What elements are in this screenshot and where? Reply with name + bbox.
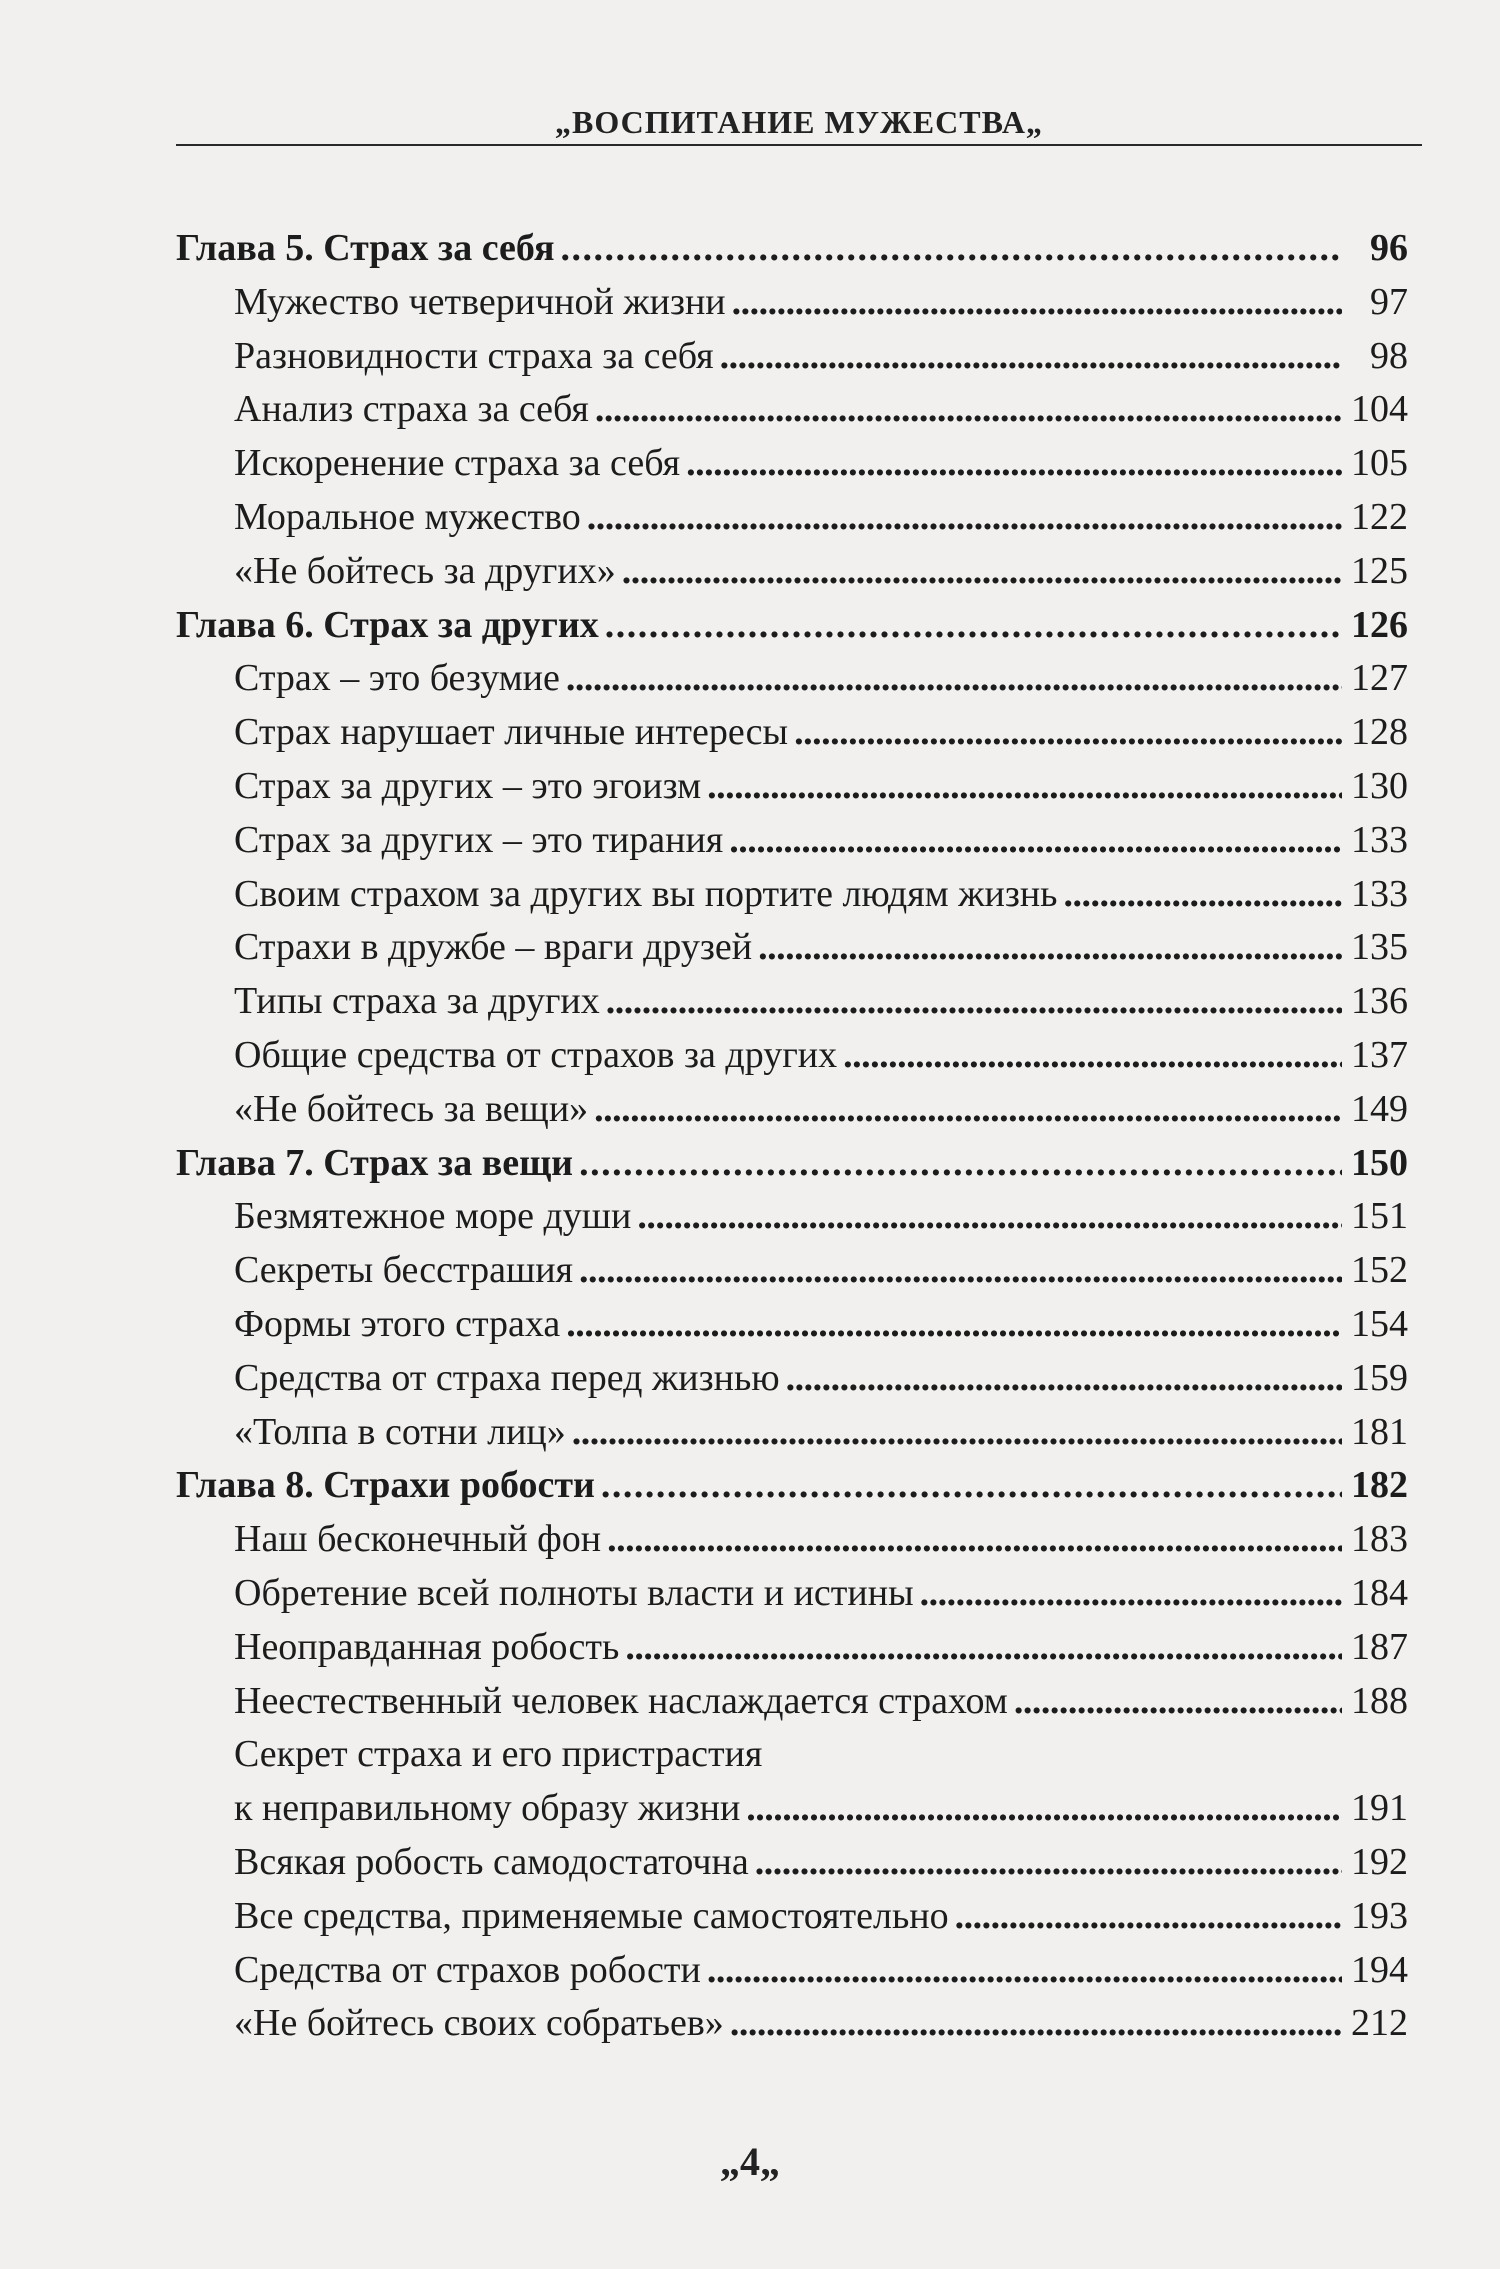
dot-leader bbox=[755, 1836, 1342, 1890]
toc-entry bbox=[176, 1513, 1408, 1567]
toc-entry-page: 194 bbox=[1351, 1948, 1408, 1991]
toc-entry-page: 192 bbox=[1351, 1840, 1408, 1883]
dot-leader bbox=[730, 1997, 1342, 2051]
toc-entry bbox=[176, 1567, 1408, 1621]
dot-leader bbox=[1014, 1675, 1342, 1729]
dot-leader bbox=[1064, 868, 1343, 922]
toc-entry-page: 104 bbox=[1351, 388, 1408, 431]
toc-entry-page: 136 bbox=[1351, 980, 1408, 1023]
toc-entry bbox=[176, 1352, 1408, 1406]
toc-entry bbox=[176, 1621, 1408, 1675]
toc-entry-page: 149 bbox=[1351, 1087, 1408, 1130]
toc-entry bbox=[176, 437, 1408, 491]
toc-entry-page: 184 bbox=[1351, 1571, 1408, 1614]
toc-entry-title: Секрет страха и его пристрастия bbox=[234, 1733, 763, 1776]
toc-entry-title: Средства от страха перед жизнью bbox=[234, 1356, 780, 1399]
toc-entry-page: 152 bbox=[1351, 1249, 1408, 1292]
dot-leader bbox=[566, 1298, 1342, 1352]
toc-entry-page: 150 bbox=[1351, 1141, 1408, 1184]
dot-leader bbox=[579, 1137, 1342, 1191]
dot-leader bbox=[622, 545, 1342, 599]
toc-entry bbox=[176, 1083, 1408, 1137]
toc-entry bbox=[176, 1244, 1408, 1298]
toc-entry bbox=[176, 706, 1408, 760]
book-title: „ВОСПИТАНИЕ МУЖЕСТВА„ bbox=[554, 104, 1044, 140]
toc-entry-title: Глава 8. Страхи робости bbox=[176, 1464, 595, 1507]
toc-entry bbox=[176, 1675, 1408, 1729]
toc-entry bbox=[176, 814, 1408, 868]
dot-leader bbox=[605, 599, 1342, 653]
dot-leader bbox=[707, 760, 1342, 814]
dot-leader bbox=[707, 1944, 1342, 1998]
toc-entry bbox=[176, 545, 1408, 599]
toc-entry-page: 128 bbox=[1351, 711, 1408, 754]
dot-leader bbox=[607, 1513, 1342, 1567]
toc-entry bbox=[176, 1997, 1408, 2051]
dot-leader bbox=[729, 814, 1342, 868]
toc-entry-title: Всякая робость самодостаточна bbox=[234, 1840, 749, 1883]
toc-entry-page: 154 bbox=[1351, 1302, 1408, 1345]
toc-entry-title: Средства от страхов робости bbox=[234, 1948, 701, 1991]
dot-leader bbox=[594, 1083, 1342, 1137]
dot-leader bbox=[595, 383, 1342, 437]
toc-entry-page: 126 bbox=[1351, 603, 1408, 646]
toc-entry-page: 151 bbox=[1351, 1195, 1408, 1238]
toc-chapter-entry bbox=[176, 1137, 1408, 1191]
toc-entry-page: 133 bbox=[1351, 818, 1408, 861]
toc-entry-title: Наш бесконечный фон bbox=[234, 1518, 602, 1561]
toc-entry-page: 105 bbox=[1351, 442, 1408, 485]
toc-entry bbox=[176, 1728, 1408, 1782]
dot-leader bbox=[794, 706, 1342, 760]
dot-leader bbox=[758, 921, 1342, 975]
table-of-contents bbox=[176, 222, 1408, 2051]
toc-entry-page: 127 bbox=[1351, 657, 1408, 700]
toc-entry bbox=[176, 1029, 1408, 1083]
toc-entry-page: 182 bbox=[1351, 1464, 1408, 1507]
toc-entry-page: 97 bbox=[1370, 280, 1408, 323]
dot-leader bbox=[561, 222, 1342, 276]
toc-entry-page: 188 bbox=[1351, 1679, 1408, 1722]
toc-entry bbox=[176, 1944, 1408, 1998]
dot-leader bbox=[579, 1244, 1342, 1298]
toc-entry bbox=[176, 1836, 1408, 1890]
toc-entry bbox=[176, 276, 1408, 330]
toc-entry bbox=[176, 383, 1408, 437]
dot-leader bbox=[955, 1890, 1342, 1944]
toc-entry-title: Страх за других – это эгоизм bbox=[234, 764, 702, 807]
toc-entry-title: «Не бойтесь своих собратьев» bbox=[234, 2002, 724, 2045]
toc-entry-page: 159 bbox=[1351, 1356, 1408, 1399]
toc-entry-title: Типы страха за других bbox=[234, 980, 600, 1023]
toc-entry bbox=[176, 868, 1408, 922]
toc-entry-title: Глава 6. Страх за других bbox=[176, 603, 599, 646]
toc-chapter-entry bbox=[176, 222, 1408, 276]
toc-entry-page: 122 bbox=[1351, 495, 1408, 538]
toc-entry-title: Моральное мужество bbox=[234, 495, 581, 538]
toc-entry-page: 98 bbox=[1370, 334, 1408, 377]
dot-leader bbox=[686, 437, 1342, 491]
toc-entry-page: 125 bbox=[1351, 549, 1408, 592]
dot-leader bbox=[720, 330, 1342, 384]
toc-entry-title: «Толпа в сотни лиц» bbox=[234, 1410, 566, 1453]
running-header bbox=[176, 104, 1422, 146]
toc-entry-page: 130 bbox=[1351, 764, 1408, 807]
toc-chapter-entry bbox=[176, 599, 1408, 653]
toc-entry-title: Мужество четверичной жизни bbox=[234, 280, 726, 323]
page-number: „4„ bbox=[720, 2139, 780, 2184]
toc-entry bbox=[176, 1406, 1408, 1460]
toc-entry-title: Неестественный человек наслаждается страхом bbox=[234, 1679, 1008, 1722]
toc-entry-title: к неправильному образу жизни bbox=[234, 1787, 741, 1830]
toc-entry-page: 137 bbox=[1351, 1033, 1408, 1076]
toc-entry-title: Общие средства от страхов за других bbox=[234, 1033, 838, 1076]
toc-entry-page: 96 bbox=[1370, 227, 1408, 269]
toc-entry-title: Разновидности страха за себя bbox=[234, 334, 714, 377]
toc-entry-title: Секреты бесстрашия bbox=[234, 1249, 574, 1292]
toc-entry bbox=[176, 975, 1408, 1029]
toc-entry-page: 135 bbox=[1351, 926, 1408, 969]
dot-leader bbox=[566, 652, 1342, 706]
dot-leader bbox=[732, 276, 1342, 330]
toc-entry-title: «Не бойтесь за вещи» bbox=[234, 1087, 589, 1130]
toc-entry bbox=[176, 1190, 1408, 1244]
dot-leader bbox=[572, 1406, 1342, 1460]
toc-entry-title: Страх – это безумие bbox=[234, 657, 560, 700]
dot-leader bbox=[637, 1190, 1342, 1244]
toc-entry bbox=[176, 1298, 1408, 1352]
toc-entry-title: Безмятежное море души bbox=[234, 1195, 632, 1238]
dot-leader bbox=[601, 1459, 1342, 1513]
toc-entry bbox=[176, 1890, 1408, 1944]
toc-entry-page: 187 bbox=[1351, 1625, 1408, 1668]
toc-entry-title: Все средства, применяемые самостоятельно bbox=[234, 1894, 949, 1937]
toc-entry-page: 193 bbox=[1351, 1894, 1408, 1937]
toc-entry bbox=[176, 760, 1408, 814]
toc-entry-title: Формы этого страха bbox=[234, 1302, 561, 1345]
toc-chapter-entry bbox=[176, 1459, 1408, 1513]
toc-entry bbox=[176, 491, 1408, 545]
toc-entry-title: Глава 7. Страх за вещи bbox=[176, 1141, 574, 1184]
toc-entry-title: Страхи в дружбе – враги друзей bbox=[234, 926, 753, 969]
toc-entry bbox=[176, 1782, 1408, 1836]
toc-entry-title: Анализ страха за себя bbox=[234, 388, 589, 431]
dot-leader bbox=[625, 1621, 1342, 1675]
dot-leader bbox=[920, 1567, 1342, 1621]
toc-entry-title: Неоправданная робость bbox=[234, 1625, 620, 1668]
dot-leader bbox=[606, 975, 1342, 1029]
toc-entry bbox=[176, 330, 1408, 384]
toc-entry-title: «Не бойтесь за других» bbox=[234, 549, 616, 592]
toc-entry-page: 181 bbox=[1351, 1410, 1408, 1453]
toc-entry-page: 133 bbox=[1351, 872, 1408, 915]
dot-leader bbox=[786, 1352, 1342, 1406]
toc-entry-page: 191 bbox=[1351, 1787, 1408, 1830]
toc-entry-title: Страх нарушает личные интересы bbox=[234, 711, 789, 754]
toc-entry-title: Искоренение страха за себя bbox=[234, 442, 681, 485]
toc-entry-title: Обретение всей полноты власти и истины bbox=[234, 1571, 914, 1614]
dot-leader bbox=[587, 491, 1342, 545]
toc-entry-title: Своим страхом за других вы портите людям жизнь bbox=[234, 872, 1058, 915]
toc-entry-page: 183 bbox=[1351, 1518, 1408, 1561]
dot-leader bbox=[746, 1782, 1342, 1836]
toc-entry bbox=[176, 921, 1408, 975]
toc-entry-title: Глава 5. Страх за себя bbox=[176, 227, 555, 269]
toc-entry bbox=[176, 652, 1408, 706]
toc-entry-page: 212 bbox=[1351, 2002, 1408, 2045]
dot-leader bbox=[843, 1029, 1342, 1083]
toc-entry-title: Страх за других – это тирания bbox=[234, 818, 724, 861]
